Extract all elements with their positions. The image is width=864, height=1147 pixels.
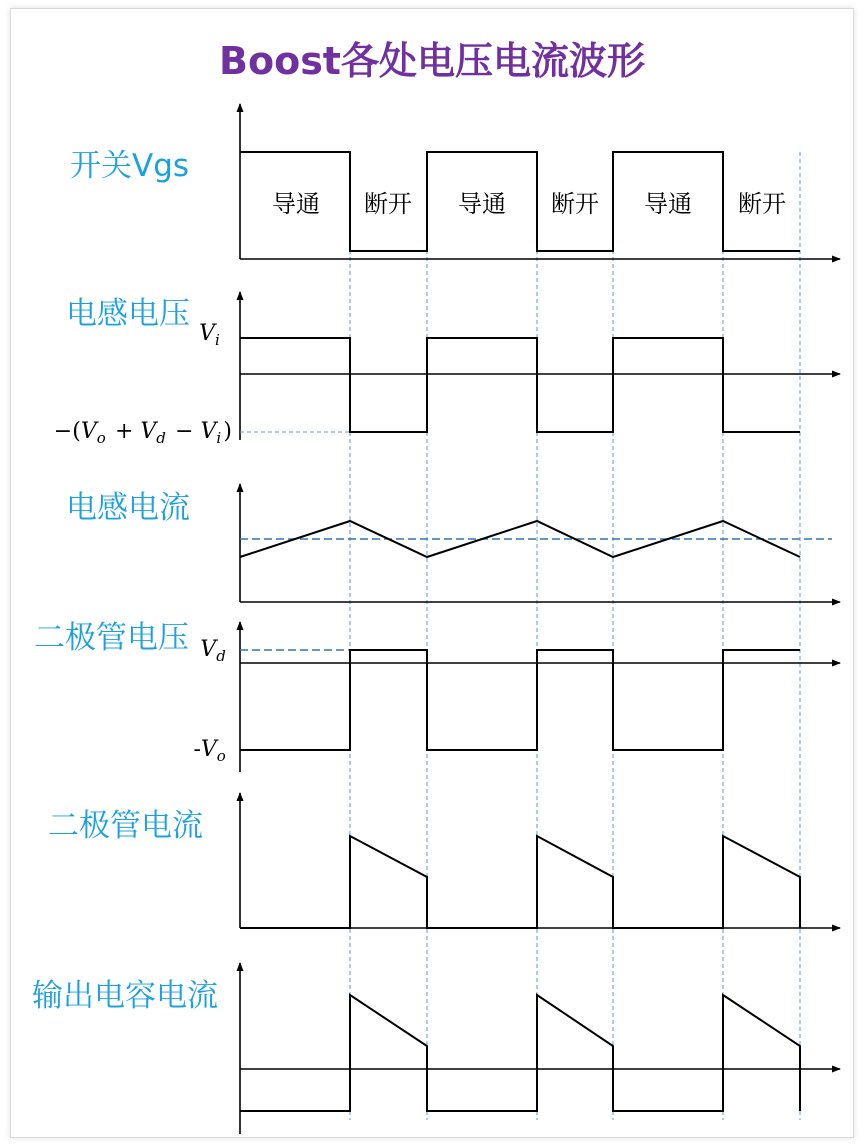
panel-label-capacitor-current: 输出电容电流: [32, 978, 218, 1014]
panel-capacitor-current: [240, 963, 840, 1134]
level-label-negative-vo: $-V_o$: [193, 737, 226, 765]
panel-label-diode-voltage: 二极管电压: [34, 620, 189, 656]
state-label: 断开: [551, 190, 599, 218]
panel-inductor-voltage: [54, 292, 840, 447]
panel-label-diode-current: 二极管电流: [48, 808, 203, 844]
state-label: 导通: [272, 190, 320, 218]
vgs-trace: [240, 152, 800, 251]
panel-label-inductor-voltage: 电感电压: [66, 296, 190, 332]
page-title: Boost各处电压电流波形: [219, 39, 645, 83]
level-label-vd: $V_d$: [200, 637, 226, 665]
diode-current-trace: [240, 836, 800, 928]
state-label: 导通: [644, 190, 692, 218]
switching-guides: [350, 152, 800, 1120]
state-label: 断开: [738, 190, 786, 218]
diode-voltage-trace: [240, 650, 800, 750]
level-label-negative: $-(V_o$ + $V_d$ − $V_i$ ): [53, 419, 232, 447]
panel-inductor-current: [240, 484, 840, 602]
panel-label-inductor-current: 电感电流: [66, 490, 190, 526]
panel-diode-current: [240, 793, 840, 928]
inductor-voltage-trace: [240, 338, 800, 432]
panel-diode-voltage: [193, 622, 840, 772]
panel-label-vgs: 开关Vgs: [70, 148, 190, 184]
capacitor-current-trace: [240, 995, 800, 1111]
state-label: 断开: [364, 190, 412, 218]
level-label-vi: $V_i$: [199, 321, 220, 349]
panel-vgs: [240, 104, 840, 259]
state-label: 导通: [458, 190, 506, 218]
